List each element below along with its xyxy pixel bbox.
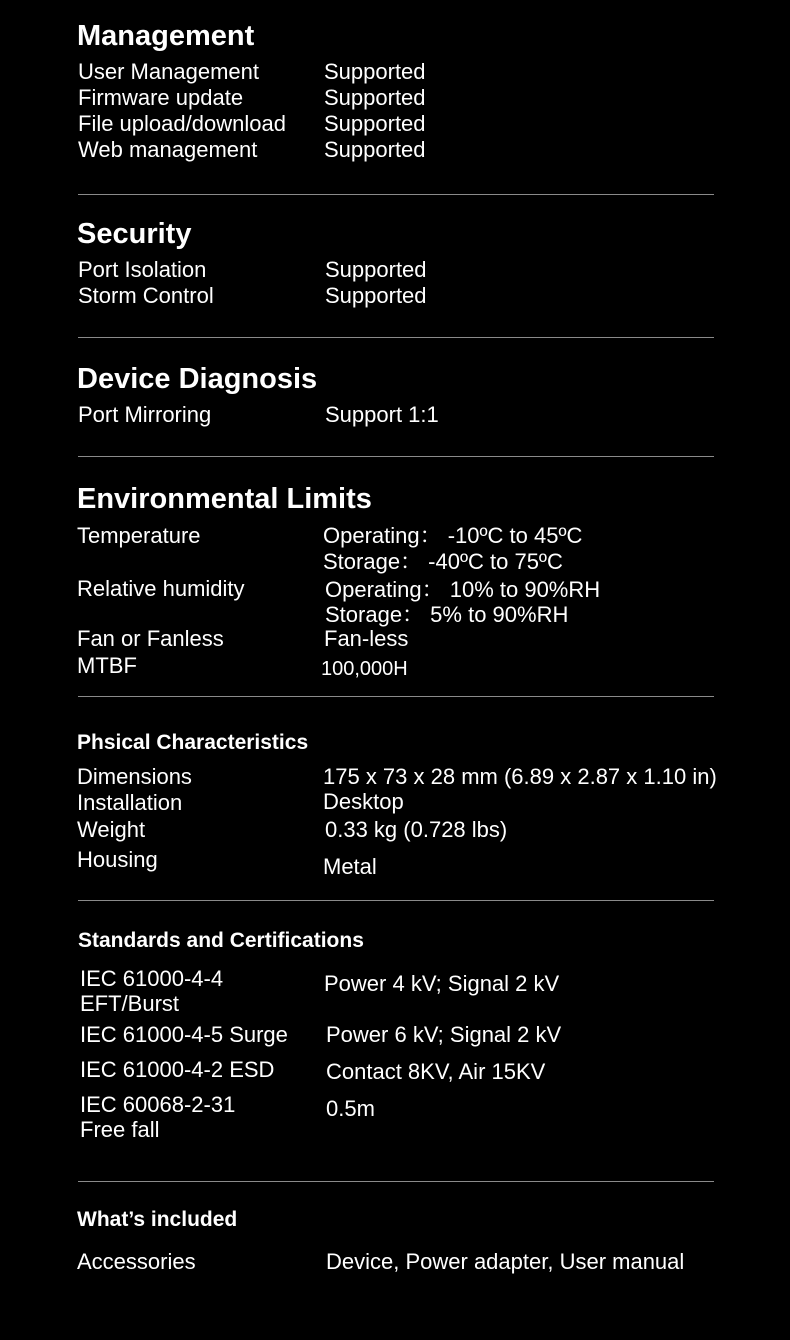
spec-value: Desktop <box>323 789 404 814</box>
spec-label: Storm Control <box>78 283 214 308</box>
spec-label: IEC 61000-4-4 <box>80 966 224 991</box>
spec-label: Port Isolation <box>78 257 207 282</box>
spec-value: Supported <box>324 59 426 84</box>
spec-value: Supported <box>325 257 427 282</box>
spec-value: Metal <box>323 854 377 879</box>
spec-label: EFT/Burst <box>80 991 180 1016</box>
section-divider <box>78 456 714 457</box>
spec-value: 0.5m <box>326 1096 375 1121</box>
spec-value: Operating： -10ºC to 45ºC <box>323 523 583 548</box>
spec-label: User Management <box>78 59 259 84</box>
spec-label: Firmware update <box>78 85 244 110</box>
spec-value: Device, Power adapter, User manual <box>326 1249 685 1274</box>
spec-value: Supported <box>324 111 426 136</box>
section-title-management: Management <box>77 20 255 52</box>
section-divider <box>78 194 714 195</box>
spec-value: Support 1:1 <box>325 402 439 427</box>
spec-label: Accessories <box>77 1249 196 1274</box>
spec-label: Dimensions <box>77 764 192 789</box>
spec-label: Weight <box>77 817 146 842</box>
spec-value: Supported <box>325 283 427 308</box>
spec-label: Housing <box>77 847 158 872</box>
section-title-standards: Standards and Certifications <box>78 929 364 952</box>
section-divider <box>78 900 714 901</box>
spec-value: Supported <box>324 137 426 162</box>
section-title-diagnosis: Device Diagnosis <box>77 363 318 395</box>
section-title-physical: Phsical Characteristics <box>77 731 309 754</box>
spec-value: Storage： 5% to 90%RH <box>325 602 569 627</box>
spec-value: 175 x 73 x 28 mm (6.89 x 2.87 x 1.10 in) <box>323 764 717 789</box>
spec-label: IEC 61000-4-2 ESD <box>80 1057 275 1082</box>
spec-value: Storage： -40ºC to 75ºC <box>323 549 563 574</box>
spec-label: Installation <box>77 790 183 815</box>
section-title-security: Security <box>77 218 192 250</box>
spec-label: MTBF <box>77 653 137 678</box>
spec-label: IEC 61000-4-5 Surge <box>80 1022 288 1047</box>
spec-label: Web management <box>78 137 258 162</box>
spec-label: File upload/download <box>78 111 286 136</box>
spec-label: Fan or Fanless <box>77 626 224 651</box>
section-title-environment: Environmental Limits <box>77 483 372 515</box>
spec-value: Power 4 kV; Signal 2 kV <box>324 971 560 996</box>
section-divider <box>78 1181 714 1182</box>
spec-label: Temperature <box>77 523 201 548</box>
spec-label: Relative humidity <box>77 576 245 601</box>
spec-value: Supported <box>324 85 426 110</box>
spec-label: IEC 60068-2-31 <box>80 1092 236 1117</box>
spec-value: 100,000H <box>321 658 408 680</box>
spec-value: Power 6 kV; Signal 2 kV <box>326 1022 562 1047</box>
spec-label: Free fall <box>80 1117 160 1142</box>
spec-value: 0.33 kg (0.728 lbs) <box>325 817 508 842</box>
spec-value: Fan-less <box>324 626 409 651</box>
spec-label: Port Mirroring <box>78 402 212 427</box>
section-title-included: What’s included <box>77 1208 238 1231</box>
spec-value: Contact 8KV, Air 15KV <box>326 1059 546 1084</box>
section-divider <box>78 696 714 697</box>
spec-value: Operating： 10% to 90%RH <box>325 577 601 602</box>
section-divider <box>78 337 714 338</box>
